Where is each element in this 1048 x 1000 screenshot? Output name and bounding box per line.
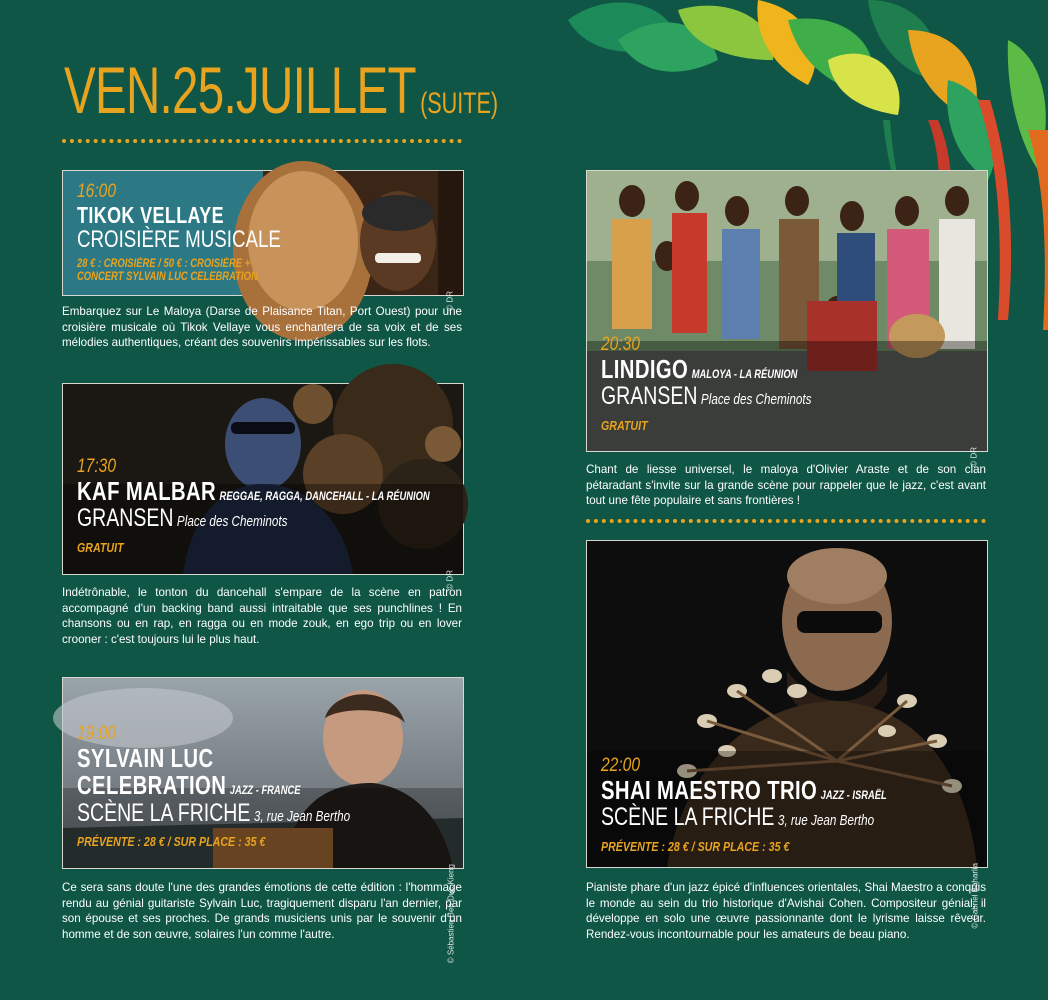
- section-divider: [586, 519, 986, 523]
- event-time: 17:30: [77, 456, 116, 477]
- event-time: 19:00: [77, 723, 116, 744]
- event-info: [601, 334, 871, 433]
- photo-credit: © Sébastien Ben Duc Kieng: [446, 864, 455, 964]
- artist-genre: MALOYA - LA RÉUNION: [691, 367, 798, 381]
- photo-credit: © DR: [446, 291, 455, 311]
- event-price: PRÉVENTE : 28 € / SUR PLACE : 35 €: [601, 838, 790, 854]
- title-divider: [62, 139, 462, 143]
- venue-name: GRANSEN: [77, 504, 174, 533]
- event-price-detail: CONCERT SYLVAIN LUC CELEBRATION: [77, 271, 258, 284]
- artist-line: [77, 478, 430, 505]
- artist-genre: JAZZ - ISRAËL: [820, 788, 887, 802]
- artist-name: TIKOK VELLAYE: [77, 202, 224, 228]
- page-title-date: VEN.25.JUILLET: [64, 53, 416, 127]
- event-subtitle: CROISIÈRE MUSICALE: [77, 226, 281, 254]
- venue-address: Place des Cheminots: [176, 513, 288, 531]
- event-info: [77, 181, 338, 283]
- event-price: 28 € : CROISIÈRE / 50 € : CROISIÈRE +: [77, 258, 251, 271]
- event-card-tikok-vellaye[interactable]: [62, 170, 464, 311]
- venue-line: [77, 800, 350, 826]
- artist-name-cont: CELEBRATION: [77, 770, 227, 801]
- artist-name: KAF MALBAR: [77, 476, 217, 506]
- artist-name: SHAI MAESTRO TRIO: [601, 775, 818, 805]
- venue-name: SCÈNE LA FRICHE: [601, 803, 775, 832]
- venue-name: GRANSEN: [601, 382, 698, 411]
- venue-line: [601, 383, 811, 409]
- event-card-lindigo[interactable]: [586, 170, 988, 467]
- event-time: 16:00: [77, 181, 116, 202]
- event-time: 20:30: [601, 334, 640, 355]
- artist-name: SYLVAIN LUC: [77, 743, 214, 773]
- venue-line: [601, 804, 887, 830]
- venue-address: 3, rue Jean Bertho: [777, 812, 875, 830]
- venue-name: SCÈNE LA FRICHE: [77, 798, 251, 827]
- photo-credit: © DR: [970, 447, 979, 467]
- event-price: GRATUIT: [77, 539, 124, 555]
- page-title: [64, 52, 498, 128]
- artist-line: [77, 772, 350, 799]
- event-description: Pianiste phare d'un jazz épicé d'influences orientales, Shai Maestro a conquis le monde au sein du trio historique d'Avishai Cohen. Compositeur génial, il développe en solo une œuvre passionnante dont le lyrisme laisse rêveur. Rendez-vous incontournable pour les amateurs de beau piano.: [586, 881, 986, 941]
- event-description: Ce sera sans doute l'une des grandes émotions de cette édition : l'hommage rendu au génial guitariste Sylvain Luc, tragiquement disparu l'an dernier, par son épouse et ses proches. De grands musiciens unis par le souvenir d'un homme et de son œuvre, solaires l'un comme l'autre.: [62, 881, 462, 941]
- event-info: [601, 755, 967, 854]
- event-info: [77, 723, 427, 849]
- event-time: 22:00: [601, 755, 640, 776]
- artist-genre: REGGAE, RAGGA, DANCEHALL - LA RÉUNION: [219, 489, 430, 503]
- event-description: Indétrônable, le tonton du dancehall s'empare de la scène en patron accompagné d'un backing band aussi intraitable que ses punchlines ! En chansons ou en rap, en ragga ou en mode zouk, en ego trip ou en lover crooner : c'est toujours lui le plus haut.: [62, 586, 462, 646]
- event-description: Embarquez sur Le Maloya (Darse de Plaisance Titan, Port Ouest) pour une croisière musicale où Tikok Vellaye vous enchantera de sa voix et de ses mélodies authentiques, créant des souvenirs impérissables sur les flots.: [62, 305, 462, 349]
- event-description: Chant de liesse universel, le maloya d'Olivier Araste et de son clan pétaradant s'invite sur la grande scène pour rappeler que le jazz, c'est avant tout une fête populaire et sans frontières !: [586, 463, 986, 507]
- artist-name: LINDIGO: [601, 354, 689, 384]
- photo-credit: © DR: [446, 570, 455, 590]
- page-title-suffix: (SUITE): [420, 87, 499, 120]
- event-price: GRATUIT: [601, 417, 648, 433]
- event-card-kaf-malbar[interactable]: [62, 383, 464, 590]
- event-info: [77, 456, 529, 555]
- venue-line: [77, 505, 430, 531]
- photo-credit: © Gabriel Baharlia: [970, 863, 979, 929]
- venue-address: Place des Cheminots: [700, 391, 812, 409]
- artist-line: [601, 356, 811, 383]
- venue-address: 3, rue Jean Bertho: [253, 807, 351, 825]
- artist-line: [601, 777, 887, 804]
- event-price: PRÉVENTE : 28 € / SUR PLACE : 35 €: [77, 833, 266, 849]
- artist-genre: JAZZ - FRANCE: [229, 783, 301, 798]
